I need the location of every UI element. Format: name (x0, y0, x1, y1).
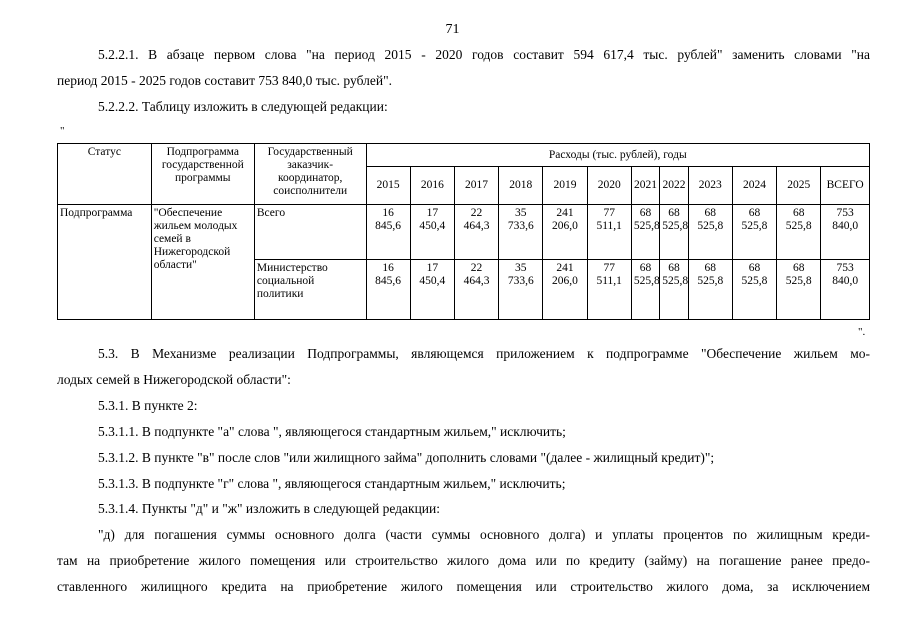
paragraph-5-3-1-2: 5.3.1.2. В пункте "в" после слов "или жилищного займа" дополнить словами "(далее - жилищный кредит)"; (98, 450, 715, 465)
cell-value: 68 525,8 (777, 260, 821, 320)
header-year: 2024 (732, 167, 776, 205)
cell-value: 68 525,8 (777, 205, 821, 260)
cell-total: 753 840,0 (821, 260, 870, 320)
paragraph-d-line2: там на приобретение жилого помещения или строительство жилого дома или по кредиту (займу) на погашение ранее предо- (57, 553, 870, 568)
header-subprogram: Подпрограмма государственной программы (151, 144, 254, 205)
header-expenses: Расходы (тыс. рублей), годы (366, 144, 870, 167)
table-header-row (58, 144, 870, 167)
cell-value: 68 525,8 (732, 260, 776, 320)
table-close-quote: ". (858, 326, 866, 338)
header-year: 2022 (660, 167, 688, 205)
cell-total: 753 840,0 (821, 205, 870, 260)
paragraph-5-3-1-3: 5.3.1.3. В подпункте "г" слова ", являющегося стандартным жильем," исключить; (98, 476, 566, 491)
header-year: 2017 (454, 167, 498, 205)
cell-value: 16 845,6 (366, 205, 410, 260)
paragraph-5-3-line2: лодых семей в Нижегородской области": (57, 372, 291, 387)
budget-table (57, 143, 870, 320)
paragraph-5-3-line1: 5.3. В Механизме реализации Подпрограммы, являющемся приложением к подпрограмме "Обеспечение жильем мо- (98, 346, 870, 361)
table-open-quote: " (60, 125, 65, 137)
cell-value: 68 525,8 (660, 205, 688, 260)
paragraph-d-line3: ставленного жилищного кредита на приобретение жилого помещения или строительство жилого дома, за исключением (57, 579, 870, 594)
cell-value: 35 733,6 (499, 205, 543, 260)
header-year: 2018 (499, 167, 543, 205)
paragraph-5-2-2-1-line2: период 2015 - 2025 годов составит 753 840,0 тыс. рублей". (57, 73, 392, 88)
cell-value: 17 450,4 (410, 205, 454, 260)
header-customer: Государственный заказчик-координатор, соисполнители (254, 144, 366, 205)
cell-value: 77 511,1 (587, 260, 631, 320)
header-year: 2015 (366, 167, 410, 205)
header-year: 2025 (777, 167, 821, 205)
cell-status: Подпрограмма (58, 205, 152, 320)
cell-value: 68 525,8 (688, 205, 732, 260)
header-year: 2016 (410, 167, 454, 205)
paragraph-5-2-2-1-line1: 5.2.2.1. В абзаце первом слова "на период 2015 - 2020 годов составит 594 617,4 тыс. рублей" заменить словами "на (98, 47, 870, 62)
page-number: 71 (445, 22, 460, 37)
cell-value: 68 525,8 (631, 205, 659, 260)
cell-customer: Всего (254, 205, 366, 260)
paragraph-5-3-1-4: 5.3.1.4. Пункты "д" и "ж" изложить в следующей редакции: (98, 501, 440, 516)
cell-value: 68 525,8 (688, 260, 732, 320)
cell-value: 68 525,8 (660, 260, 688, 320)
cell-value: 68 525,8 (631, 260, 659, 320)
header-year: 2019 (543, 167, 587, 205)
cell-value: 16 845,6 (366, 260, 410, 320)
header-year-total: ВСЕГО (821, 167, 870, 205)
header-year: 2020 (587, 167, 631, 205)
header-status: Статус (58, 144, 152, 205)
header-year: 2023 (688, 167, 732, 205)
paragraph-5-3-1: 5.3.1. В пункте 2: (98, 398, 198, 413)
cell-value: 68 525,8 (732, 205, 776, 260)
cell-value: 77 511,1 (587, 205, 631, 260)
paragraph-5-2-2-2: 5.2.2.2. Таблицу изложить в следующей редакции: (98, 99, 388, 114)
cell-value: 241 206,0 (543, 260, 587, 320)
cell-value: 35 733,6 (499, 260, 543, 320)
header-year: 2021 (631, 167, 659, 205)
cell-value: 22 464,3 (454, 260, 498, 320)
paragraph-5-3-1-1: 5.3.1.1. В подпункте "а" слова ", являющегося стандартным жильем," исключить; (98, 424, 566, 439)
cell-value: 17 450,4 (410, 260, 454, 320)
cell-value: 22 464,3 (454, 205, 498, 260)
paragraph-d-line1: "д) для погашения суммы основного долга (части суммы основного долга) и уплаты процентов по жилищным креди- (98, 527, 870, 542)
cell-customer: Министерство социальной политики (254, 260, 366, 320)
cell-subprogram: "Обеспечение жильем молодых семей в Нижегородской области" (151, 205, 254, 320)
cell-value: 241 206,0 (543, 205, 587, 260)
table-row (58, 205, 870, 260)
